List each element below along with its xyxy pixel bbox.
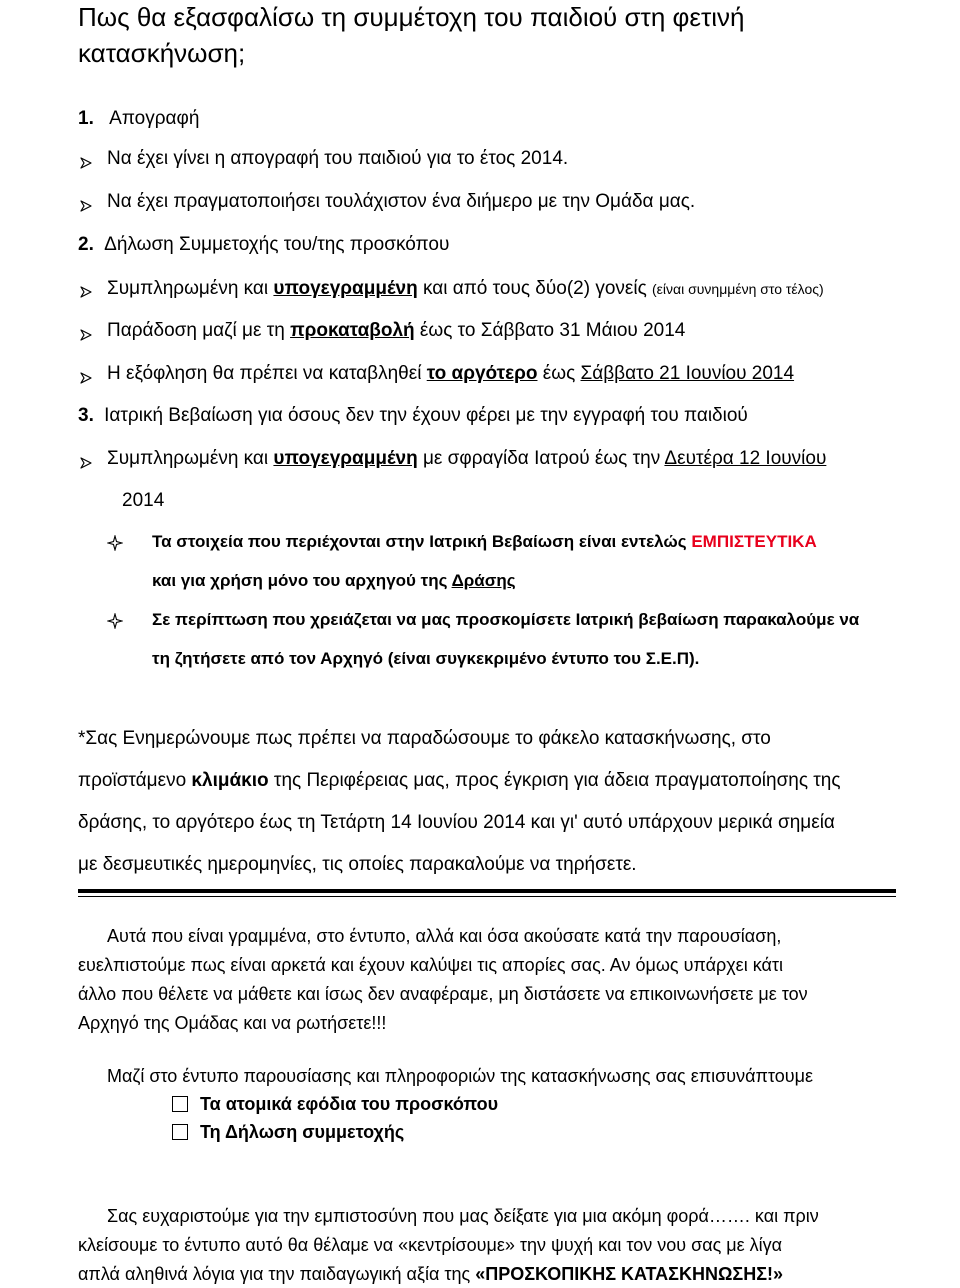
- thanks-line1: Σας ευχαριστούμε για την εμπιστοσύνη που μας δείξατε για μια ακόμη φορά……. και πριν: [107, 1206, 819, 1226]
- arrow-bullet-icon: [80, 457, 92, 469]
- page-title-line1: Πως θα εξασφαλίσω τη συμμέτοχη του παιδιού στη φετινή: [78, 2, 745, 32]
- attachment-label: Τη Δήλωση συμμετοχής: [200, 1122, 405, 1142]
- bullet-text: [107, 363, 794, 385]
- emphasis-text: υπογεγραμμένη: [273, 448, 418, 469]
- divider-thick: [78, 889, 896, 893]
- bullet-text-continued: 2014: [122, 490, 165, 511]
- text-span: Συμπληρωμένη και: [107, 278, 274, 299]
- divider-thin: [78, 896, 896, 897]
- note-line1: *Σας Ενημερώνουμε πως πρέπει να παραδώσουμε το φάκελο κατασκήνωσης, στο: [78, 728, 771, 749]
- bullet-text: Να έχει πραγματοποιήσει τουλάχιστον ένα διήμερο με την Ομάδα μας.: [107, 191, 696, 212]
- emphasis-text: το αργότερο: [426, 363, 538, 384]
- emphasis-text: κλιμάκιο: [191, 770, 269, 791]
- text-span: έως: [537, 363, 581, 384]
- diamond-bullet-icon: [107, 613, 123, 629]
- thanks-line3: [78, 1264, 783, 1285]
- section-number: 3.: [78, 405, 94, 426]
- text-span: με σφραγίδα Ιατρού έως την: [417, 448, 665, 469]
- deadline-text: Σάββατο 21 Ιουνίου 2014: [580, 363, 795, 384]
- confidential-note-line1: [152, 532, 817, 552]
- section-title: Ιατρική Βεβαίωση για όσους δεν την έχουν φέρει με την εγγραφή του παιδιού: [104, 405, 748, 426]
- note-line4: με δεσμευτικές ημερομηνίες, τις οποίες παρακαλούμε να τηρήσετε.: [78, 854, 637, 875]
- bullet-text: [107, 278, 824, 300]
- text-span: της Περιφέρειας μας, προς έγκριση για άδεια πραγματοποίησης της: [268, 770, 841, 791]
- checkbox-icon: [172, 1124, 188, 1140]
- section-number: 1.: [78, 108, 94, 129]
- bullet-text: [107, 448, 826, 470]
- text-span: Τα στοιχεία που περιέχονται στην Ιατρική Βεβαίωση είναι εντελώς: [152, 532, 692, 551]
- arrow-bullet-icon: [80, 157, 92, 169]
- closing-line3: άλλο που θέλετε να μάθετε και ίσως δεν αναφέραμε, μη διστάσετε να επικοινωνήσετε με τον: [78, 984, 808, 1004]
- closing-line4: Αρχηγό της Ομάδας και να ρωτήσετε!!!: [78, 1013, 387, 1033]
- section-1-heading: [78, 108, 199, 130]
- page-title-line2: κατασκήνωση;: [78, 38, 246, 68]
- closing-line1: Αυτά που είναι γραμμένα, στο έντυπο, αλλά και όσα ακούσατε κατά την παρουσίαση,: [107, 926, 782, 946]
- text-span: Η εξόφληση θα πρέπει να καταβληθεί: [107, 363, 427, 384]
- emphasis-text: προκαταβολή: [290, 320, 415, 341]
- note-line2: [78, 770, 841, 792]
- deadline-text: Δευτέρα 12 Ιουνίου: [664, 448, 827, 469]
- section-2-heading: [78, 234, 449, 256]
- arrow-bullet-icon: [80, 286, 92, 298]
- bullet-text: Να έχει γίνει η απογραφή του παιδιού για το έτος 2014.: [107, 148, 569, 169]
- confidential-note-line2: [152, 571, 516, 591]
- arrow-bullet-icon: [80, 329, 92, 341]
- text-span: έως το Σάββατο 31 Μάιου 2014: [414, 320, 686, 341]
- text-span: και για χρήση μόνο του αρχηγού της: [152, 571, 452, 590]
- text-span: προϊστάμενο: [78, 770, 192, 791]
- attachment-item: [172, 1122, 404, 1143]
- text-span: και από τους δύο(2) γονείς: [417, 278, 653, 299]
- attachment-item: [172, 1094, 498, 1115]
- bullet-text: [107, 320, 685, 342]
- checkbox-icon: [172, 1096, 188, 1112]
- emphasis-text: «ΠΡΟΣΚΟΠΙΚΗΣ ΚΑΤΑΣΚΗΝΩΣΗΣ!»: [475, 1264, 783, 1284]
- arrow-bullet-icon: [80, 200, 92, 212]
- attachment-label: Τα ατομικά εφόδια του προσκόπου: [200, 1094, 499, 1114]
- attachments-intro: Μαζί στο έντυπο παρουσίασης και πληροφοριών της κατασκήνωσης σας επισυνάπτουμε: [107, 1066, 814, 1086]
- section-number: 2.: [78, 234, 94, 255]
- emphasis-text: υπογεγραμμένη: [273, 278, 418, 299]
- section-title: Δήλωση Συμμετοχής του/της προσκόπου: [104, 234, 450, 255]
- emphasis-text: Δράσης: [451, 571, 516, 590]
- medical-note-line1: Σε περίπτωση που χρειάζεται να μας προσκομίσετε Ιατρική βεβαίωση παρακαλούμε να: [152, 610, 860, 629]
- section-title: Απογραφή: [109, 108, 200, 129]
- note-line3: δράσης, το αργότερο έως τη Τετάρτη 14 Ιουνίου 2014 και γι' αυτό υπάρχουν μερικά σημεία: [78, 812, 835, 833]
- confidential-label: ΕΜΠΙΣΤΕΥΤΙΚΑ: [691, 532, 817, 551]
- text-span: Συμπληρωμένη και: [107, 448, 274, 469]
- text-span: απλά αληθινά λόγια για την παιδαγωγική αξία της: [78, 1264, 476, 1284]
- thanks-line2: κλείσουμε το έντυπο αυτό θα θέλαμε να «κεντρίσουμε» την ψυχή και τον νου σας με λίγα: [78, 1235, 783, 1255]
- small-note: (είναι συνημμένη στο τέλος): [652, 281, 824, 297]
- closing-line2: ευελπιστούμε πως είναι αρκετά και έχουν καλύψει τις απορίες σας. Αν όμως υπάρχει κάτι: [78, 955, 783, 975]
- diamond-bullet-icon: [107, 535, 123, 551]
- medical-note-line2: τη ζητήσετε από τον Αρχηγό (είναι συγκεκριμένο έντυπο του Σ.Ε.Π).: [152, 649, 700, 668]
- arrow-bullet-icon: [80, 372, 92, 384]
- text-span: Παράδοση μαζί με τη: [107, 320, 291, 341]
- section-3-heading: [78, 405, 748, 427]
